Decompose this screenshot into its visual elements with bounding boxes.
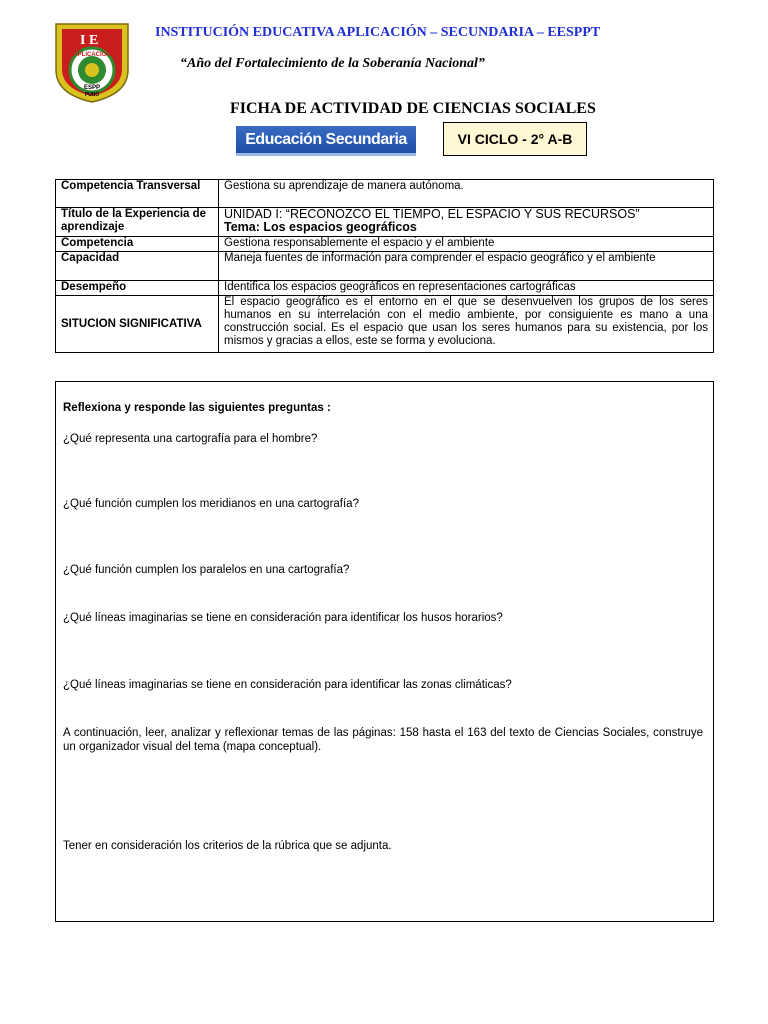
question-1: ¿Qué representa una cartografía para el hombre? <box>63 433 318 445</box>
year-motto: “Año del Fortalecimiento de la Soberanía Nacional” <box>180 56 485 71</box>
row-value: Gestiona su aprendizaje de manera autónoma. <box>219 180 714 208</box>
table-row <box>56 296 714 353</box>
question-3: ¿Qué función cumplen los paralelos en una cartografía? <box>63 564 350 576</box>
logo-line2: ESPP <box>83 85 101 91</box>
row-label: Competencia Transversal <box>56 180 219 208</box>
activity-task: A continuación, leer, analizar y reflexionar temas de las páginas: 158 hasta el 163 del texto de Ciencias Sociales, construye un organizador visual del tema (mapa conceptual). <box>63 727 703 753</box>
logo-letters: I E <box>80 33 99 48</box>
row-label: Competencia <box>56 237 219 252</box>
row-label: Desempeño <box>56 281 219 296</box>
school-name: INSTITUCIÓN EDUCATIVA APLICACIÓN – SECUNDARIA – EESPPT <box>155 25 601 40</box>
document-title: FICHA DE ACTIVIDAD DE CIENCIAS SOCIALES <box>230 100 596 117</box>
row-value: Identifica los espacios geográficos en representaciones cartográficas <box>219 281 714 296</box>
rubric-note: Tener en consideración los criterios de la rúbrica que se adjunta. <box>63 840 392 852</box>
unit-title: UNIDAD I: “RECONOZCO EL TIEMPO, EL ESPACIO Y SUS RECURSOS” <box>224 207 640 221</box>
row-label: Título de la Experiencia de aprendizaje <box>56 208 219 237</box>
activity-box <box>55 381 714 922</box>
row-label: Capacidad <box>56 252 219 281</box>
topic-title: Tema: Los espacios geográficos <box>224 220 417 234</box>
table-row <box>56 281 714 296</box>
education-level-banner: Educación Secundaria <box>236 126 416 156</box>
row-label: SITUCION SIGNIFICATIVA <box>56 296 219 353</box>
question-5: ¿Qué líneas imaginarias se tiene en consideración para identificar las zonas climáticas? <box>63 679 512 691</box>
logo-line1: APLICACIÓN <box>73 52 111 58</box>
table-row <box>56 208 714 237</box>
school-logo <box>50 20 134 104</box>
logo-line3: PUNO <box>84 92 100 98</box>
info-table <box>55 179 714 353</box>
table-row <box>56 180 714 208</box>
table-row <box>56 252 714 281</box>
table-row <box>56 237 714 252</box>
question-2: ¿Qué función cumplen los meridianos en una cartografía? <box>63 498 359 510</box>
row-value <box>219 208 714 237</box>
cycle-grade-box: VI CICLO - 2° A-B <box>443 122 587 156</box>
row-value: Gestiona responsablemente el espacio y el ambiente <box>219 237 714 252</box>
question-4: ¿Qué líneas imaginarias se tiene en consideración para identificar los husos horarios? <box>63 612 503 624</box>
row-value: Maneja fuentes de información para comprender el espacio geográfico y el ambiente <box>219 252 714 281</box>
activity-instruction: Reflexiona y responde las siguientes preguntas : <box>63 402 331 414</box>
row-value: El espacio geográfico es el entorno en el que se desenvuelven los grupos de los seres humanos en su interrelación con el medio ambiente, por consiguiente es mano a una construcción social. Es el espacio que usan los seres humanos para su existencia, por los mismos y gracias a ellos, este se forma y evoluciona. <box>219 296 714 353</box>
